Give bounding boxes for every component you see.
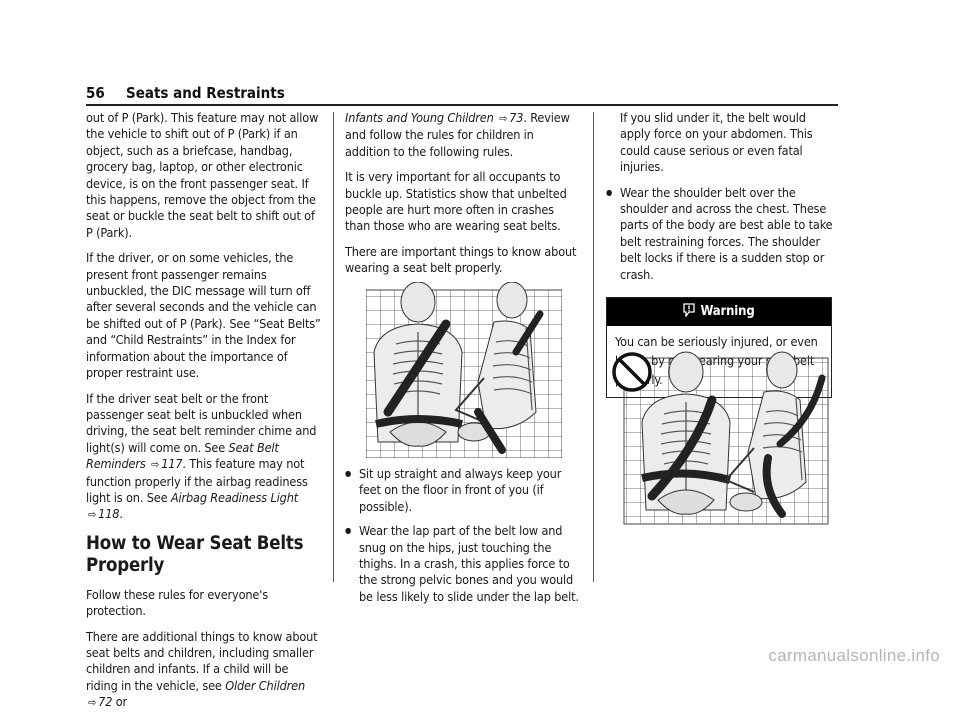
cross-reference-link[interactable]: Seat Belt Reminders <box>86 439 279 472</box>
page-number: 56 <box>86 84 105 102</box>
page-header <box>86 84 838 104</box>
paragraph: If you slid under it, the belt would apply force on your abdomen. This could cause serious or even fatal injuries. <box>620 110 813 175</box>
prohibited-icon <box>614 354 650 390</box>
column-divider-2 <box>593 112 594 582</box>
header-rule <box>86 104 838 106</box>
warning-text: You can be seriously injured, or even <box>615 334 818 350</box>
page-reference-arrow-icon: ⇨ <box>88 696 97 710</box>
warning-title: Warning <box>700 304 755 320</box>
paragraph: It is very important for all occupants to buckle up. Statistics show that unbelted people are hurt more often in crashes than those who are wearing seat belts. <box>345 169 567 234</box>
page-reference-arrow-icon: ⇨ <box>499 112 508 125</box>
watermark: carmanualsonline.info <box>768 646 940 665</box>
correct-seat-belt-illustration <box>366 282 562 458</box>
paragraph: There are important things to know about wearing a seat belt properly. <box>345 243 577 276</box>
page-reference-arrow-icon: ⇨ <box>151 458 160 472</box>
page-reference-number[interactable]: 118 <box>98 506 120 522</box>
warning-header <box>607 298 831 326</box>
page-reference-number[interactable]: 117 <box>161 456 183 472</box>
paragraph: out of P (Park). This feature may not allow the vehicle to shift out of P (Park) if an object, such as a briefcase, handbag, grocery bag, laptop, or other electronic device, is on the front passenger seat. If this happens, remove the object from the seat or buckle the seat belt to shift out of P (Park). <box>86 110 319 240</box>
incorrect-seat-belt-illustration <box>612 348 830 528</box>
column-1 <box>86 110 322 721</box>
list-item: ● Wear the lap part of the belt low and snug on the hips, just touching the thighs. In a crash, this applies force to the strong pelvic bones and you would be less likely to slide under the lap belt. <box>345 523 581 605</box>
cross-reference-link[interactable]: Older Children <box>225 677 305 693</box>
paragraph: There are additional things to know about seat belts and children, including smaller children and infants. If a child will be riding in the vehicle, see Older Children ⇨ 72 or <box>86 628 318 710</box>
list-item: ● Sit up straight and always keep your feet on the floor in front of you (if possible). <box>345 466 581 515</box>
column-2-bullets <box>345 466 581 613</box>
list-item: ● Wear the shoulder belt over the shoulder and across the chest. These parts of the body are best able to take belt restraining forces. The shoulder belt locks if there is a sudden stop or crash. <box>606 185 838 283</box>
warning-speech-icon <box>683 303 695 317</box>
paragraph: Infants and Young Children ⇨ 73. Review and follow the rules for children in addition to the following rules. <box>345 110 570 159</box>
paragraph: If the driver seat belt or the front passenger seat belt is unbuckled when driving, the seat belt reminder chime and light(s) will come on. See Seat Belt Reminders ⇨ 117. This feature may not function properly if the airbag readiness light is on. See Airbag Readiness Light ⇨ 118. <box>86 390 317 522</box>
subsection-heading: How to Wear Seat Belts Properly <box>86 532 304 576</box>
column-2 <box>345 110 581 286</box>
page-reference-arrow-icon: ⇨ <box>88 508 97 522</box>
page-reference-number[interactable]: 73 <box>509 110 524 125</box>
paragraph: Follow these rules for everyone's protection. <box>86 586 268 619</box>
cross-reference-link[interactable]: Airbag Readiness Light <box>170 489 299 505</box>
page-reference-number[interactable]: 72 <box>98 694 113 710</box>
paragraph: If the driver, or on some vehicles, the present front passenger remains unbuckled, the DIC message will turn off after several seconds and the vehicle can be shifted out of P (Park). See “Seat Belts” and “Child Restraints” in the Index for information about the importance of proper restraint use. <box>86 250 321 381</box>
column-divider-1 <box>333 112 334 582</box>
section-title: Seats and Restraints <box>126 84 285 102</box>
cross-reference-link[interactable]: Infants and Young Children <box>345 110 494 125</box>
